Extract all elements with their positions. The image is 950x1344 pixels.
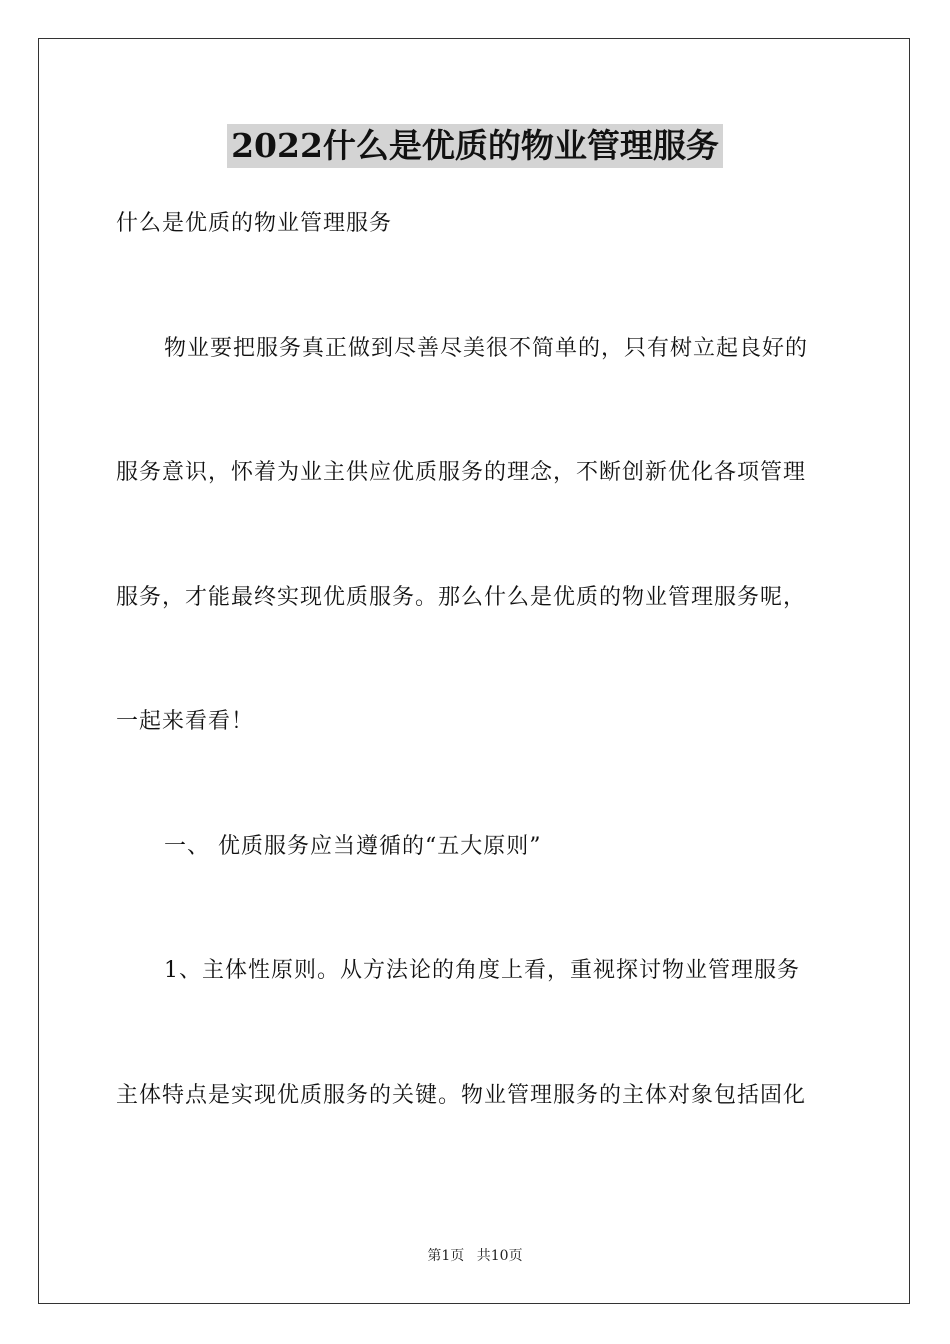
section-heading: 一、 优质服务应当遵循的“五大原则” (164, 834, 542, 859)
page-number-current: 第1页 (427, 1248, 465, 1264)
paragraph-line-3: 服务，才能最终实现优质服务。那么什么是优质的物业管理服务呢， (116, 585, 807, 610)
paragraph-line-4: 一起来看看！ (116, 709, 255, 734)
page-number-total: 共10页 (476, 1248, 523, 1264)
document-subtitle: 什么是优质的物业管理服务 (116, 211, 393, 236)
paragraph-line-6: 主体特点是实现优质服务的关键。物业管理服务的主体对象包括固化 (116, 1083, 807, 1108)
page-footer (0, 1247, 950, 1265)
paragraph-line-2: 服务意识，怀着为业主供应优质服务的理念，不断创新优化各项管理 (116, 460, 807, 485)
paragraph-line-5: 1、主体性原则。从方法论的角度上看，重视探讨物业管理服务 (164, 958, 800, 983)
paragraph-line-1: 物业要把服务真正做到尽善尽美很不简单的，只有树立起良好的 (164, 336, 809, 361)
document-title: 2022什么是优质的物业管理服务 (227, 124, 723, 168)
title-container (0, 124, 950, 168)
